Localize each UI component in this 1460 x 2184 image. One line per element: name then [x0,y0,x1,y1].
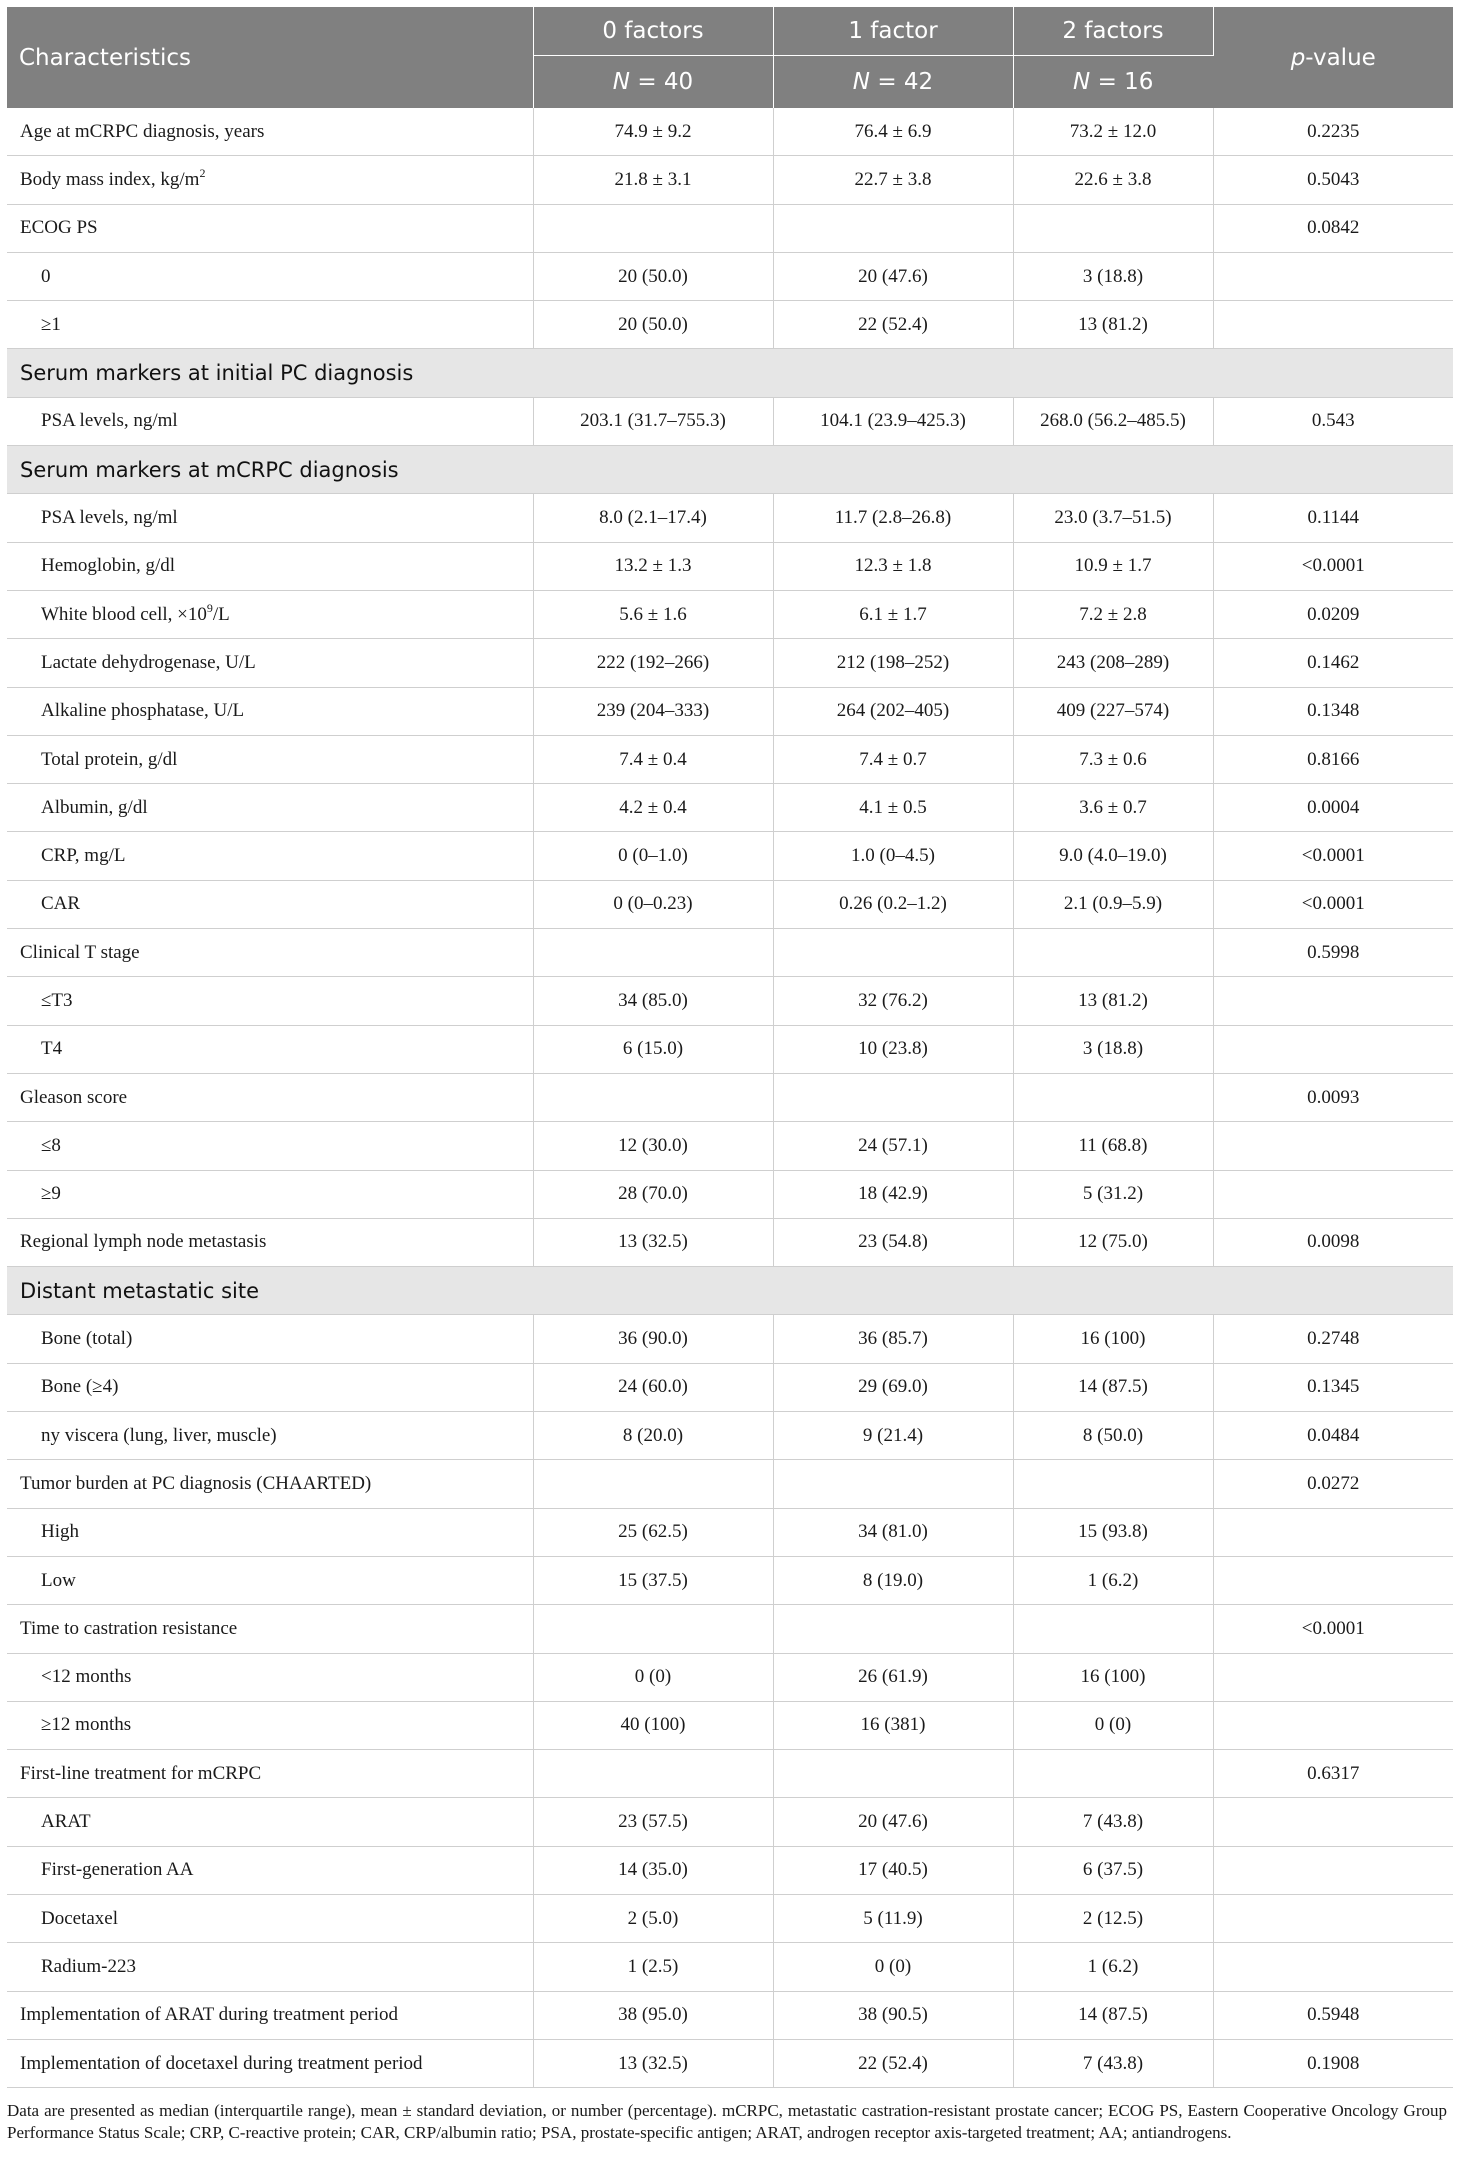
table-row [7,735,1453,783]
group-1-cell: 76.4 ± 6.9 [773,108,1013,156]
group-2-cell: 6 (37.5) [1013,1846,1213,1894]
pvalue-cell: 0.1462 [1213,639,1453,687]
row-label-superscript: 2 [199,165,206,180]
row-label-text: Alkaline phosphatase, U/L [41,700,245,722]
table-row [7,397,1453,445]
row-label [7,1556,533,1604]
row-label [7,784,533,832]
section-title: Serum markers at mCRPC diagnosis [7,446,1453,494]
row-label [7,977,533,1025]
row-label [7,590,533,638]
group-2-cell: 14 (87.5) [1013,1363,1213,1411]
group-1-cell: 12.3 ± 1.8 [773,542,1013,590]
group-0-cell [533,1073,773,1121]
row-label-text: CRP, mg/L [41,845,126,867]
group-2-cell [1013,929,1213,977]
row-label-text: First-generation AA [41,1859,194,1881]
group-2-cell: 5 (31.2) [1013,1170,1213,1218]
row-label [7,1943,533,1991]
table-row [7,1798,1453,1846]
row-label-text: PSA levels, ng/ml [41,507,178,529]
pvalue-cell [1213,1508,1453,1556]
group-0-cell: 2 (5.0) [533,1894,773,1942]
row-label [7,1991,533,2039]
row-label [7,880,533,928]
pvalue-cell: 0.0842 [1213,204,1453,252]
group-2-cell: 409 (227–574) [1013,687,1213,735]
table-row [7,1073,1453,1121]
group-1-cell: 264 (202–405) [773,687,1013,735]
group-2-cell: 9.0 (4.0–19.0) [1013,832,1213,880]
row-label [7,542,533,590]
row-label-text: White blood cell, ×10 [41,603,207,625]
section-row [7,446,1453,494]
table-row [7,542,1453,590]
group-0-cell: 0 (0) [533,1653,773,1701]
row-label [7,2039,533,2087]
row-label-text: ECOG PS [20,217,98,239]
header-group-2-label: 2 factors [1013,7,1213,56]
row-label [7,1653,533,1701]
row-label-text: <12 months [41,1666,132,1688]
row-label-text: Body mass index, kg/m [20,168,200,190]
group-0-cell: 7.4 ± 0.4 [533,735,773,783]
row-label-superscript: 9 [206,600,213,615]
group-2-cell [1013,1750,1213,1798]
group-1-cell: 32 (76.2) [773,977,1013,1025]
group-0-cell: 13 (32.5) [533,1218,773,1266]
group-1-cell [773,929,1013,977]
group-1-cell: 26 (61.9) [773,1653,1013,1701]
table-row [7,2039,1453,2087]
table-row [7,1653,1453,1701]
section-row [7,349,1453,397]
group-2-cell: 7 (43.8) [1013,2039,1213,2087]
row-label-text: T4 [41,1038,63,1060]
pvalue-cell [1213,1894,1453,1942]
pvalue-cell: 0.6317 [1213,1750,1453,1798]
group-2-cell: 16 (100) [1013,1653,1213,1701]
group-2-cell: 3 (18.8) [1013,1025,1213,1073]
group-2-cell [1013,1073,1213,1121]
group-1-cell: 22.7 ± 3.8 [773,156,1013,204]
group-2-cell: 14 (87.5) [1013,1991,1213,2039]
header-group-1-n [773,56,1013,109]
row-label [7,494,533,542]
group-1-cell: 23 (54.8) [773,1218,1013,1266]
pvalue-cell: 0.1345 [1213,1363,1453,1411]
row-label-text: ny viscera (lung, liver, muscle) [41,1424,277,1446]
group-0-cell: 222 (192–266) [533,639,773,687]
group-1-cell: 16 (381) [773,1701,1013,1749]
pvalue-cell [1213,1556,1453,1604]
table-row [7,1025,1453,1073]
header-n-value: = 42 [870,69,934,95]
row-label [7,397,533,445]
group-0-cell: 25 (62.5) [533,1508,773,1556]
row-label [7,1846,533,1894]
table-container [7,7,1453,2088]
row-label-text: Implementation of ARAT during treatment period [20,2004,398,2026]
row-label [7,639,533,687]
row-label [7,1701,533,1749]
group-0-cell [533,1605,773,1653]
group-1-cell: 0.26 (0.2–1.2) [773,880,1013,928]
group-1-cell: 29 (69.0) [773,1363,1013,1411]
group-0-cell: 12 (30.0) [533,1122,773,1170]
pvalue-cell: 0.8166 [1213,735,1453,783]
table-row [7,1412,1453,1460]
group-2-cell [1013,1460,1213,1508]
group-1-cell: 1.0 (0–4.5) [773,832,1013,880]
group-0-cell: 5.6 ± 1.6 [533,590,773,638]
group-2-cell: 268.0 (56.2–485.5) [1013,397,1213,445]
group-1-cell: 8 (19.0) [773,1556,1013,1604]
group-2-cell: 7.2 ± 2.8 [1013,590,1213,638]
group-2-cell: 73.2 ± 12.0 [1013,108,1213,156]
group-0-cell [533,1750,773,1798]
group-0-cell: 40 (100) [533,1701,773,1749]
pvalue-cell: 0.0209 [1213,590,1453,638]
group-1-cell: 20 (47.6) [773,1798,1013,1846]
row-label-text: Albumin, g/dl [41,796,148,818]
table-row [7,108,1453,156]
row-label [7,687,533,735]
pvalue-cell [1213,252,1453,300]
table-row [7,1363,1453,1411]
table-row [7,1218,1453,1266]
group-0-cell [533,204,773,252]
group-1-cell: 7.4 ± 0.7 [773,735,1013,783]
row-label-text: Radium-223 [41,1955,136,1977]
table-row [7,784,1453,832]
table-row [7,1315,1453,1363]
group-0-cell: 14 (35.0) [533,1846,773,1894]
section-title: Distant metastatic site [7,1267,1453,1315]
group-2-cell: 15 (93.8) [1013,1508,1213,1556]
pvalue-cell [1213,1653,1453,1701]
pvalue-cell [1213,1943,1453,1991]
header-pvalue-italic: p [1290,44,1306,71]
row-label [7,252,533,300]
group-2-cell: 16 (100) [1013,1315,1213,1363]
group-1-cell: 17 (40.5) [773,1846,1013,1894]
table-row [7,1605,1453,1653]
group-0-cell: 1 (2.5) [533,1943,773,1991]
header-group-0-label: 0 factors [533,7,773,56]
table-row [7,1846,1453,1894]
row-label-text: 0 [41,265,51,287]
table-row [7,1943,1453,1991]
group-1-cell: 36 (85.7) [773,1315,1013,1363]
row-label-text: PSA levels, ng/ml [41,410,178,432]
group-0-cell: 8 (20.0) [533,1412,773,1460]
group-1-cell: 104.1 (23.9–425.3) [773,397,1013,445]
row-label [7,735,533,783]
row-label-text: ARAT [41,1811,91,1833]
group-1-cell: 4.1 ± 0.5 [773,784,1013,832]
row-label [7,1170,533,1218]
table-row [7,1750,1453,1798]
group-2-cell: 1 (6.2) [1013,1943,1213,1991]
group-0-cell [533,1460,773,1508]
pvalue-cell: 0.2235 [1213,108,1453,156]
group-2-cell: 22.6 ± 3.8 [1013,156,1213,204]
row-label-text: Time to castration resistance [20,1617,238,1639]
group-1-cell: 10 (23.8) [773,1025,1013,1073]
group-0-cell: 13.2 ± 1.3 [533,542,773,590]
group-2-cell: 0 (0) [1013,1701,1213,1749]
group-1-cell: 22 (52.4) [773,301,1013,349]
table-row [7,1991,1453,2039]
group-0-cell: 74.9 ± 9.2 [533,108,773,156]
row-label-text: CAR [41,893,81,915]
group-0-cell: 28 (70.0) [533,1170,773,1218]
row-label [7,832,533,880]
table-row [7,1460,1453,1508]
group-2-cell: 13 (81.2) [1013,977,1213,1025]
row-label-suffix: /L [212,603,230,625]
table-row [7,880,1453,928]
pvalue-cell: <0.0001 [1213,1605,1453,1653]
group-1-cell [773,1073,1013,1121]
group-1-cell: 6.1 ± 1.7 [773,590,1013,638]
row-label [7,1315,533,1363]
group-2-cell: 243 (208–289) [1013,639,1213,687]
header-characteristics: Characteristics [7,7,533,108]
group-1-cell: 34 (81.0) [773,1508,1013,1556]
table-row [7,1701,1453,1749]
table-row [7,204,1453,252]
group-2-cell: 11 (68.8) [1013,1122,1213,1170]
group-0-cell: 15 (37.5) [533,1556,773,1604]
pvalue-cell: <0.0001 [1213,880,1453,928]
pvalue-cell: 0.0004 [1213,784,1453,832]
row-label [7,1363,533,1411]
group-0-cell: 20 (50.0) [533,301,773,349]
table-header [7,7,1453,108]
pvalue-cell [1213,977,1453,1025]
row-label-text: High [41,1521,79,1543]
group-1-cell: 18 (42.9) [773,1170,1013,1218]
pvalue-cell [1213,301,1453,349]
table-row [7,494,1453,542]
pvalue-cell: 0.543 [1213,397,1453,445]
group-0-cell: 4.2 ± 0.4 [533,784,773,832]
row-label [7,1073,533,1121]
pvalue-cell [1213,1170,1453,1218]
table-row [7,687,1453,735]
pvalue-cell: 0.5043 [1213,156,1453,204]
group-0-cell: 0 (0–0.23) [533,880,773,928]
group-2-cell: 8 (50.0) [1013,1412,1213,1460]
header-group-1-label: 1 factor [773,7,1013,56]
group-0-cell: 36 (90.0) [533,1315,773,1363]
group-2-cell: 13 (81.2) [1013,301,1213,349]
row-label-text: Clinical T stage [20,941,140,963]
group-2-cell: 2 (12.5) [1013,1894,1213,1942]
header-pvalue [1213,7,1453,108]
pvalue-cell [1213,1798,1453,1846]
table-row [7,301,1453,349]
row-label-text: Bone (≥4) [41,1376,119,1398]
table-row [7,1894,1453,1942]
group-1-cell: 5 (11.9) [773,1894,1013,1942]
row-label-text: ≥1 [41,313,61,335]
group-0-cell: 8.0 (2.1–17.4) [533,494,773,542]
row-label [7,156,533,204]
pvalue-cell [1213,1846,1453,1894]
group-2-cell: 7.3 ± 0.6 [1013,735,1213,783]
group-0-cell: 24 (60.0) [533,1363,773,1411]
group-2-cell: 12 (75.0) [1013,1218,1213,1266]
header-n-italic: N [852,69,871,95]
row-label [7,1894,533,1942]
group-1-cell: 9 (21.4) [773,1412,1013,1460]
row-label-text: ≥12 months [41,1714,132,1736]
table-row [7,977,1453,1025]
table-row [7,252,1453,300]
row-label-text: Age at mCRPC diagnosis, years [20,120,265,142]
row-label-text: Regional lymph node metastasis [20,1231,267,1253]
row-label [7,1605,533,1653]
pvalue-cell: 0.0098 [1213,1218,1453,1266]
group-2-cell: 3 (18.8) [1013,252,1213,300]
header-group-2-n [1013,56,1213,109]
group-1-cell: 11.7 (2.8–26.8) [773,494,1013,542]
group-1-cell: 38 (90.5) [773,1991,1013,2039]
header-pvalue-rest: -value [1305,44,1376,71]
row-label-text: Docetaxel [41,1907,119,1929]
row-label [7,1412,533,1460]
pvalue-cell: 0.5948 [1213,1991,1453,2039]
group-0-cell: 38 (95.0) [533,1991,773,2039]
row-label-text: Gleason score [20,1086,128,1108]
row-label-text: Tumor burden at PC diagnosis (CHAARTED) [20,1472,372,1494]
row-label-text: First-line treatment for mCRPC [20,1762,262,1784]
row-label-text: Implementation of docetaxel during treatment period [20,2052,423,2074]
pvalue-cell: <0.0001 [1213,542,1453,590]
group-1-cell [773,1460,1013,1508]
row-label [7,1122,533,1170]
row-label [7,1798,533,1846]
section-row [7,1267,1453,1315]
group-1-cell: 212 (198–252) [773,639,1013,687]
group-1-cell: 22 (52.4) [773,2039,1013,2087]
group-0-cell: 13 (32.5) [533,2039,773,2087]
group-2-cell: 10.9 ± 1.7 [1013,542,1213,590]
pvalue-cell: <0.0001 [1213,832,1453,880]
table-row [7,1556,1453,1604]
group-0-cell: 21.8 ± 3.1 [533,156,773,204]
characteristics-table [7,7,1453,2088]
pvalue-cell: 0.0272 [1213,1460,1453,1508]
group-2-cell: 2.1 (0.9–5.9) [1013,880,1213,928]
row-label-text: Bone (total) [41,1328,133,1350]
group-0-cell [533,929,773,977]
pvalue-cell [1213,1701,1453,1749]
row-label [7,929,533,977]
table-body [7,108,1453,2088]
table-row [7,832,1453,880]
table-row [7,639,1453,687]
group-0-cell: 0 (0–1.0) [533,832,773,880]
section-title: Serum markers at initial PC diagnosis [7,349,1453,397]
group-2-cell: 1 (6.2) [1013,1556,1213,1604]
header-n-value: = 40 [630,69,694,95]
group-1-cell: 0 (0) [773,1943,1013,1991]
row-label-text: Lactate dehydrogenase, U/L [41,651,256,673]
pvalue-cell: 0.1908 [1213,2039,1453,2087]
table-row [7,1122,1453,1170]
row-label-text: Total protein, g/dl [41,748,178,770]
row-label [7,1750,533,1798]
table-row [7,156,1453,204]
group-0-cell: 239 (204–333) [533,687,773,735]
group-1-cell [773,1750,1013,1798]
pvalue-cell: 0.5998 [1213,929,1453,977]
row-label [7,1025,533,1073]
pvalue-cell [1213,1025,1453,1073]
header-n-value: = 16 [1090,69,1154,95]
header-n-italic: N [1073,69,1091,95]
group-0-cell: 23 (57.5) [533,1798,773,1846]
table-row [7,929,1453,977]
group-1-cell [773,204,1013,252]
pvalue-cell [1213,1122,1453,1170]
row-label-text: Hemoglobin, g/dl [41,555,176,577]
group-0-cell: 6 (15.0) [533,1025,773,1073]
group-1-cell: 24 (57.1) [773,1122,1013,1170]
group-2-cell: 3.6 ± 0.7 [1013,784,1213,832]
group-2-cell [1013,1605,1213,1653]
group-0-cell: 34 (85.0) [533,977,773,1025]
row-label [7,1460,533,1508]
group-1-cell: 20 (47.6) [773,252,1013,300]
row-label [7,108,533,156]
row-label [7,1218,533,1266]
group-0-cell: 203.1 (31.7–755.3) [533,397,773,445]
row-label-text: ≤8 [41,1134,61,1156]
table-row [7,1170,1453,1218]
row-label-text: ≤T3 [41,989,73,1011]
row-label [7,204,533,252]
group-2-cell [1013,204,1213,252]
pvalue-cell: 0.2748 [1213,1315,1453,1363]
pvalue-cell: 0.1348 [1213,687,1453,735]
group-2-cell: 7 (43.8) [1013,1798,1213,1846]
row-label-text: Low [41,1569,76,1591]
pvalue-cell: 0.0484 [1213,1412,1453,1460]
group-1-cell [773,1605,1013,1653]
table-row [7,1508,1453,1556]
pvalue-cell: 0.0093 [1213,1073,1453,1121]
row-label [7,1508,533,1556]
header-n-italic: N [612,69,631,95]
table-row [7,590,1453,638]
pvalue-cell: 0.1144 [1213,494,1453,542]
group-2-cell: 23.0 (3.7–51.5) [1013,494,1213,542]
row-label [7,301,533,349]
row-label-text: ≥9 [41,1183,61,1205]
group-0-cell: 20 (50.0) [533,252,773,300]
table-footnote: Data are presented as median (interquartile range), mean ± standard deviation, or number (percentage). mCRPC, metastatic castration-resistant prostate cancer; ECOG PS, Eastern Cooperative Oncology Group Performance Status Scale; CRP, C-reactive protein; CAR, CRP/albumin ratio; PSA, prostate-specific antigen; ARAT, androgen receptor axis-targeted treatment; AA; antiandrogens. [7,2101,1447,2142]
header-group-0-n [533,56,773,109]
